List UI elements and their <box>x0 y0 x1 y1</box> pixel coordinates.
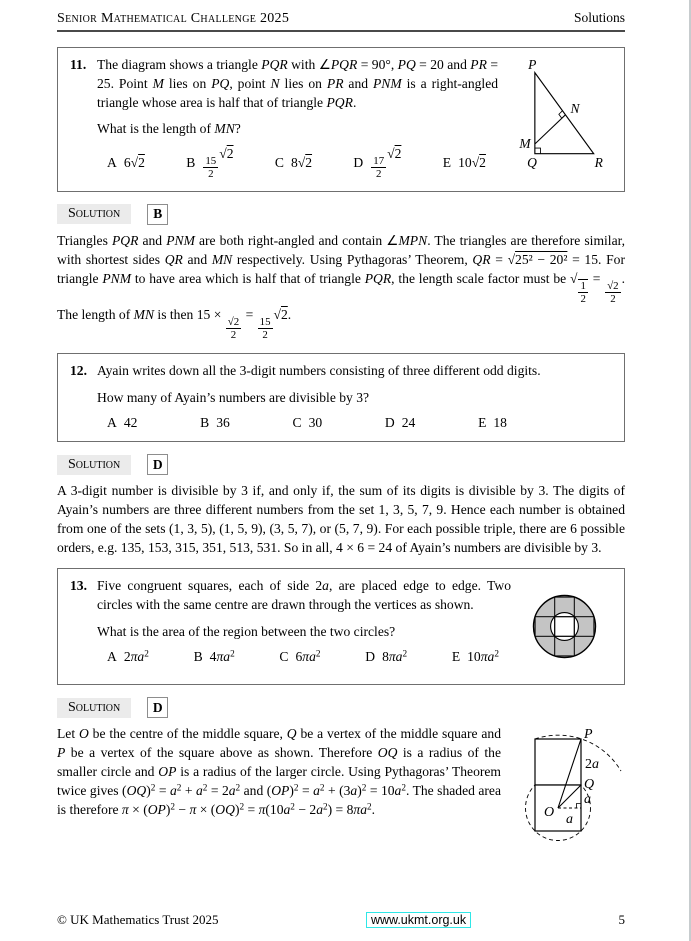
copyright-text: © UK Mathematics Trust 2025 <box>57 912 219 927</box>
right-angle-mark-n <box>559 111 563 119</box>
option-b <box>194 649 235 665</box>
label-m: M <box>519 135 531 151</box>
page-header <box>57 0 625 32</box>
option-d-label: D <box>353 155 364 171</box>
option-a <box>107 155 145 171</box>
solution-13-block <box>57 724 625 854</box>
option-d <box>385 415 415 431</box>
label-n: N <box>570 101 580 117</box>
solution-11-row <box>57 204 625 225</box>
solution-11-answer: B <box>147 204 168 225</box>
option-e-value: 10√2 <box>458 155 486 171</box>
label-a-horizontal: a <box>566 812 573 828</box>
option-a-label: A <box>107 415 117 430</box>
triangle-outline <box>535 73 594 154</box>
question-12-options <box>70 415 612 431</box>
question-11-prompt: What is the length of MN? <box>97 121 241 137</box>
solution-13-row <box>57 697 625 718</box>
header-solutions-label: Solutions <box>573 10 625 25</box>
question-11-number: 11. <box>70 57 87 72</box>
question-12-number: 12. <box>70 363 87 379</box>
option-e <box>478 415 507 431</box>
solution-11-text: Triangles PQR and PNM are both right-angled and contain ∠MPN. The triangles are therefore similar, with shortest sides QR and MN respectively. Using Pythagoras’ Theorem, QR = √25² − 20² = 15. For triangle PNM to have area which is half that of triangle PQR, the length scale factor must be √ $\frac{1}{2}$ = $\frac{√2}{2}$ . The length of MN is then 15 × $\frac{√2}{2}$ = $\frac{15}{2}$ √2. <box>57 232 626 342</box>
option-a <box>107 649 149 665</box>
option-c-value: 8√2 <box>290 155 313 171</box>
solution-12-row <box>57 454 625 475</box>
option-b-label: B <box>186 155 196 171</box>
option-d-value: $\frac{17}{2}$ √2 <box>373 146 402 181</box>
option-c-label: C <box>279 648 289 664</box>
question-12-box <box>57 353 625 442</box>
label-2a: 2a <box>585 757 599 773</box>
label-p: P <box>584 727 593 743</box>
label-p: P <box>528 56 537 72</box>
option-e-value: 18 <box>493 415 507 430</box>
page-footer <box>57 912 625 928</box>
option-a-value: 42 <box>123 415 138 430</box>
right-angle-mark-q <box>535 148 541 154</box>
question-13-box <box>57 568 625 685</box>
solution-12-answer: D <box>147 454 168 475</box>
option-d-label: D <box>384 415 395 430</box>
solution-13-tag: Solution <box>57 698 131 718</box>
option-b-value: $4\pi a^2$ <box>209 648 235 664</box>
question-13-options <box>70 649 511 665</box>
question-11-text: The diagram shows a triangle PQR with ∠PQR = 90°, PQ = 20 and PR = 25. Point M lies on PQ, point N lies on PR and PNM is a right-angled triangle whose area is half that of triangle PQR. <box>97 57 499 110</box>
page-number: 5 <box>618 912 625 927</box>
option-e-label: E <box>442 155 452 171</box>
option-d-value: $8\pi a^2$ <box>382 648 408 664</box>
header-title: Senior Mathematical Challenge 2025 <box>57 11 290 26</box>
option-d-label: D <box>365 648 376 664</box>
option-c <box>279 649 320 665</box>
option-a-value: 6√2 <box>123 155 145 171</box>
option-e <box>452 649 499 665</box>
option-b <box>186 146 233 180</box>
option-e-value: $10\pi a^2$ <box>467 648 499 664</box>
label-o: O <box>544 805 555 821</box>
solution-13-text: Let O be the centre of the middle square, Q be a vertex of the middle square and P be a vertex of the square above as shown. Therefore OQ is a radius of the smaller circle and OP is a radius of the larger circle. Using Pythagoras’ Theorem twice gives $(OQ)^2 = a^2 + a^2 = 2a^2$ and $(OP)^2 = a^2 + (3a)^2 = 10a^2$. The shaded area is therefore $\pi \times (OP)^2 - \pi \times (OQ)^2 = \pi(10a^2 - 2a^2) = 8\pi a^2$. <box>57 726 502 818</box>
solution-13-answer: D <box>147 697 168 718</box>
concentric-circles-squares-diagram <box>517 579 612 674</box>
question-13-prompt: What is the area of the region between the two circles? <box>97 623 396 639</box>
option-b-label: B <box>193 648 203 664</box>
question-12-prompt: How many of Ayain’s numbers are divisible by 3? <box>97 390 370 405</box>
upper-square <box>535 739 581 785</box>
question-13-number: 13. <box>70 578 87 594</box>
option-c-label: C <box>292 415 302 430</box>
option-b-value: 36 <box>216 415 230 430</box>
question-11-options <box>70 146 498 180</box>
ukmt-link[interactable]: www.ukmt.org.uk <box>366 912 471 928</box>
solution-11-tag: Solution <box>57 204 131 224</box>
label-r: R <box>594 155 603 171</box>
option-e <box>443 155 486 171</box>
option-c-label: C <box>274 155 284 171</box>
option-a <box>107 415 137 431</box>
option-e-label: E <box>478 415 487 430</box>
solution-13-diagram <box>525 724 625 854</box>
solution-12-text: A 3-digit number is divisible by 3 if, and only if, the sum of its digits is divisible by 3. The digits of Ayain’s numbers are three different numbers from the set 1, 3, 5, 7, 9. Hence each number is obtained from one of the sets (1, 3, 5), (1, 5, 9), (3, 5, 7), or (5, 7, 9). For each possible triple, there are 6 possible orders, e.g. 135, 153, 315, 351, 513, 531. So in all, 4 × 6 = 24 of Ayain’s numbers are divisible by 3. <box>57 483 625 556</box>
option-b-value: $\frac{15}{2}$ √2 <box>205 146 234 181</box>
question-13-text: Five congruent squares, each of side 2a, are placed edge to edge. Two circles with the same centre are drawn through the vertices as shown. <box>97 578 512 612</box>
label-q: Q <box>527 155 537 171</box>
solution-12-tag: Solution <box>57 455 131 475</box>
question-11-box <box>57 47 625 192</box>
option-b-label: B <box>200 415 210 430</box>
option-a-label: A <box>107 648 117 664</box>
label-q: Q <box>584 777 595 793</box>
option-c <box>293 415 323 431</box>
option-a-value: $2\pi a^2$ <box>123 648 149 664</box>
option-c <box>275 155 312 171</box>
label-a-vertical: a <box>584 792 591 808</box>
option-d <box>353 146 401 180</box>
option-c-value: $6\pi a^2$ <box>295 648 321 664</box>
option-d-value: 24 <box>401 415 416 430</box>
option-a-label: A <box>107 155 117 171</box>
triangle-pqr-diagram <box>504 56 612 180</box>
option-b <box>200 415 230 431</box>
option-e-label: E <box>451 648 461 664</box>
option-d <box>365 649 407 665</box>
question-12-text: Ayain writes down all the 3-digit numbers consisting of three different odd digits. <box>97 363 541 379</box>
option-c-value: 30 <box>308 415 323 430</box>
segment-mn <box>535 115 566 144</box>
